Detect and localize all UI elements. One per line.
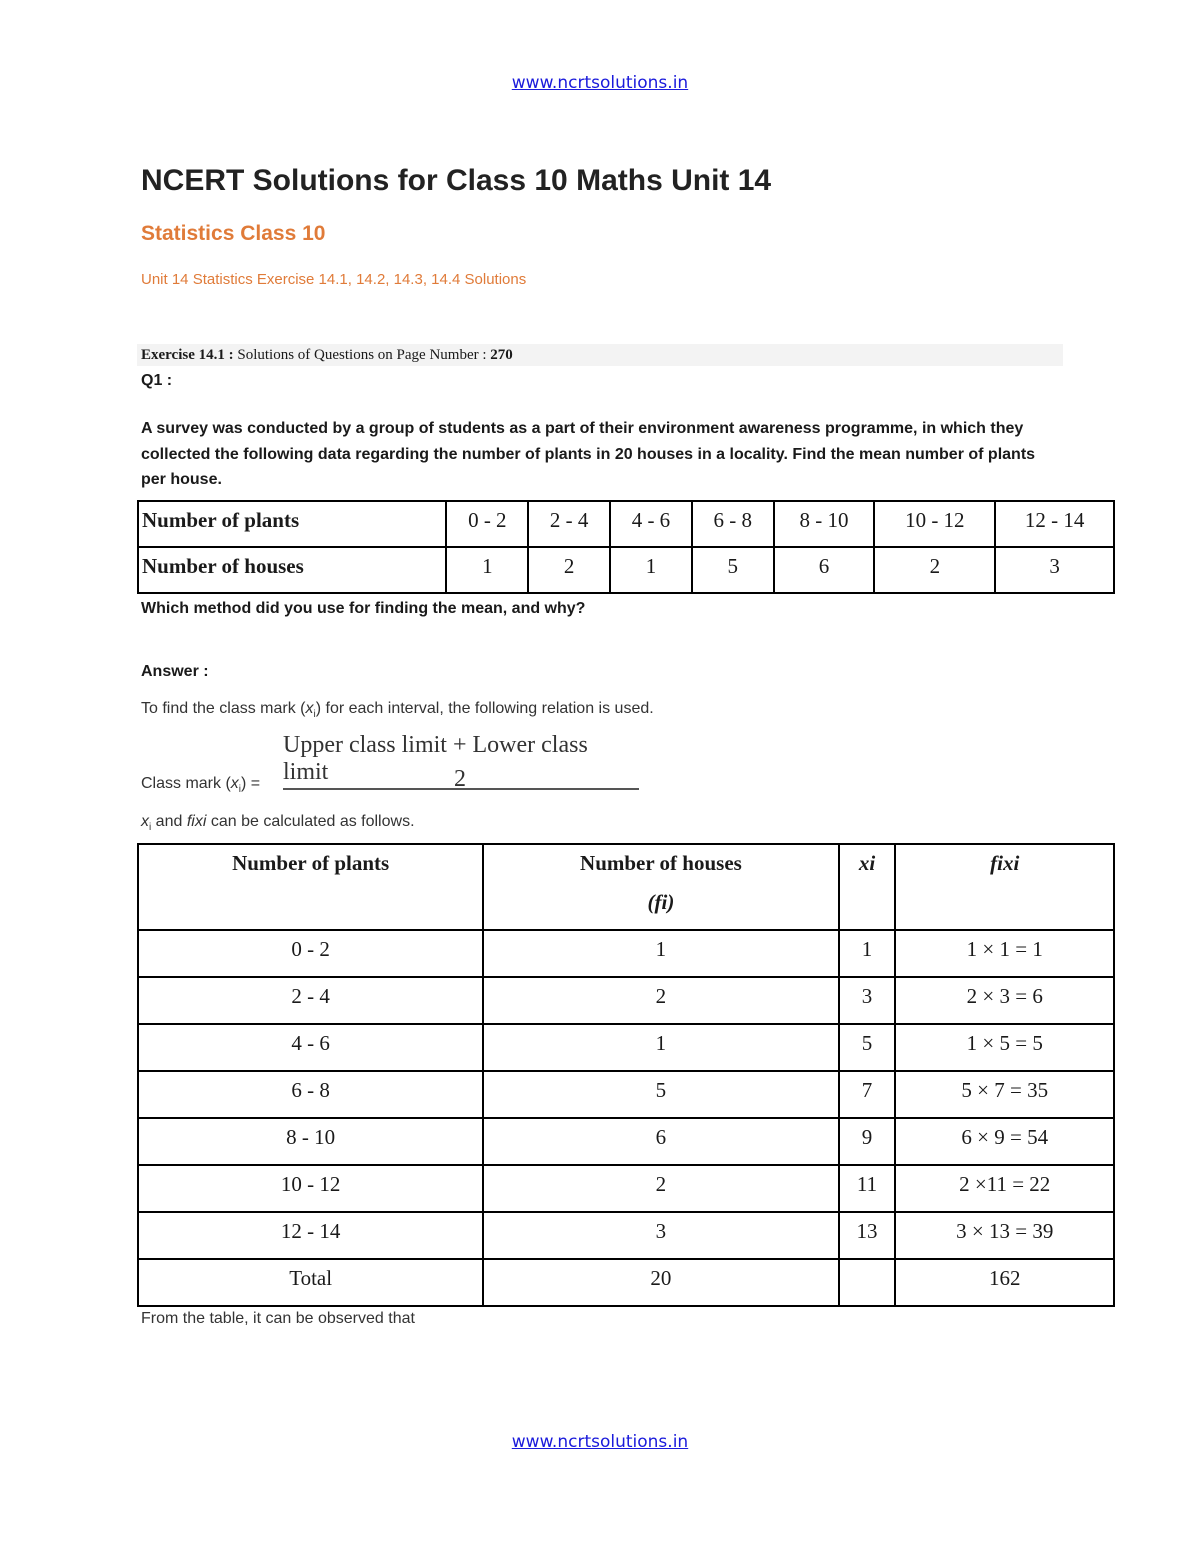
header-fixi: fixi — [895, 844, 1114, 930]
var-x: x — [230, 775, 239, 792]
table-cell: 6 — [483, 1118, 838, 1165]
var-sub: i — [313, 709, 316, 721]
page-title: NCERT Solutions for Class 10 Maths Unit 14 — [141, 164, 772, 197]
table-cell: 6 — [774, 547, 875, 593]
observation-text: From the table, it can be observed that — [141, 1310, 415, 1327]
table-row — [138, 930, 1114, 977]
table-cell: 3 — [839, 977, 896, 1024]
header-number-of-houses — [483, 844, 838, 930]
table-cell — [839, 1259, 896, 1306]
text-span: ) for each interval, the following relation is used. — [315, 700, 654, 717]
table-cell: 9 — [839, 1118, 896, 1165]
table-cell: 2 × 3 = 6 — [895, 977, 1114, 1024]
exercise-page-number: 270 — [490, 347, 513, 363]
question-number: Q1 : — [141, 372, 173, 389]
exercise-label: Exercise 14.1 : — [141, 347, 234, 363]
table-cell: 7 — [839, 1071, 896, 1118]
page-subtitle: Statistics Class 10 — [141, 222, 326, 245]
table-cell: 2 - 4 — [528, 501, 610, 547]
question-follow-up: Which method did you use for finding the mean, and why? — [141, 600, 586, 617]
table-row — [138, 1118, 1114, 1165]
table-row — [138, 977, 1114, 1024]
table-cell: 20 — [483, 1259, 838, 1306]
table-total-row — [138, 1259, 1114, 1306]
text-span: To find the class mark ( — [141, 700, 306, 717]
var-x: x — [141, 813, 149, 830]
classmark-intro — [141, 700, 654, 720]
table-cell: 5 × 7 = 35 — [895, 1071, 1114, 1118]
site-link-bottom[interactable]: www.ncrtsolutions.in — [511, 1432, 689, 1452]
row-label-houses: Number of houses — [138, 547, 446, 593]
header-text: Number of houses — [580, 851, 742, 875]
table-cell: 3 — [995, 547, 1114, 593]
table-cell: 0 - 2 — [138, 930, 483, 977]
classmark-label — [141, 775, 260, 795]
table-cell: 8 - 10 — [138, 1118, 483, 1165]
table-cell: 6 - 8 — [138, 1071, 483, 1118]
table-cell: 1 — [483, 1024, 838, 1071]
table-cell: 4 - 6 — [610, 501, 692, 547]
table-cell: 1 — [483, 930, 838, 977]
table-cell: 6 × 9 = 54 — [895, 1118, 1114, 1165]
site-link-top[interactable]: www.ncrtsolutions.in — [511, 73, 689, 93]
calc-intro — [141, 813, 415, 833]
header-sub: (fi) — [647, 890, 675, 914]
table-cell: 3 — [483, 1212, 838, 1259]
exercise-header-bar — [137, 344, 1063, 366]
formula-denominator: 2 — [454, 766, 466, 792]
table-cell: 5 — [692, 547, 774, 593]
table-cell: 4 - 6 — [138, 1024, 483, 1071]
exercise-desc: Solutions of Questions on Page Number : — [237, 347, 487, 363]
table-cell: 10 - 12 — [874, 501, 995, 547]
question-text: A survey was conducted by a group of students as a part of their environment awareness programme, in which they collected the following data regarding the number of plants in 20 houses in a locality. Find the mean number of plants per house. — [141, 420, 1036, 488]
table-row — [138, 1212, 1114, 1259]
table-cell: 2 — [483, 977, 838, 1024]
text-span: can be calculated as follows. — [206, 813, 415, 830]
table-cell: 12 - 14 — [138, 1212, 483, 1259]
table-cell: 2 ×11 = 22 — [895, 1165, 1114, 1212]
table-cell: 2 - 4 — [138, 977, 483, 1024]
table-cell: 1 — [839, 930, 896, 977]
table-row — [138, 501, 1114, 547]
answer-label: Answer : — [141, 663, 209, 680]
table-cell: 1 × 1 = 1 — [895, 930, 1114, 977]
header-number-of-plants: Number of plants — [138, 844, 483, 930]
table-cell: 2 — [483, 1165, 838, 1212]
table-cell: 0 - 2 — [446, 501, 528, 547]
var-sub: i — [149, 822, 152, 834]
table-cell: 13 — [839, 1212, 896, 1259]
table-cell: 2 — [528, 547, 610, 593]
table-cell: 1 — [610, 547, 692, 593]
var-x: x — [305, 700, 314, 717]
text-span: Class mark ( — [141, 775, 231, 792]
table-cell: 2 — [874, 547, 995, 593]
table-cell: 5 — [839, 1024, 896, 1071]
formula-numerator: Upper class limit + Lower class limit — [283, 732, 639, 790]
table-row — [138, 1024, 1114, 1071]
table-cell: 5 — [483, 1071, 838, 1118]
var-sub: i — [238, 784, 242, 796]
table-row — [138, 1071, 1114, 1118]
calculation-table — [137, 843, 1115, 1307]
exercise-list-note: Unit 14 Statistics Exercise 14.1, 14.2, 14.3, 14.4 Solutions — [141, 271, 527, 288]
plants-houses-table — [137, 500, 1115, 594]
table-cell: 1 — [446, 547, 528, 593]
var-fx: fixi — [186, 813, 207, 830]
header-xi: xi — [839, 844, 896, 930]
table-cell: 8 - 10 — [774, 501, 875, 547]
text-span: ) = — [241, 775, 261, 792]
table-row — [138, 1165, 1114, 1212]
table-cell: 6 - 8 — [692, 501, 774, 547]
row-label-plants: Number of plants — [138, 501, 446, 547]
table-cell: 10 - 12 — [138, 1165, 483, 1212]
table-cell: Total — [138, 1259, 483, 1306]
table-cell: 11 — [839, 1165, 896, 1212]
table-header-row — [138, 844, 1114, 930]
table-cell: 3 × 13 = 39 — [895, 1212, 1114, 1259]
table-cell: 1 × 5 = 5 — [895, 1024, 1114, 1071]
text-span: and — [151, 813, 187, 830]
table-row — [138, 547, 1114, 593]
table-cell: 162 — [895, 1259, 1114, 1306]
table-cell: 12 - 14 — [995, 501, 1114, 547]
